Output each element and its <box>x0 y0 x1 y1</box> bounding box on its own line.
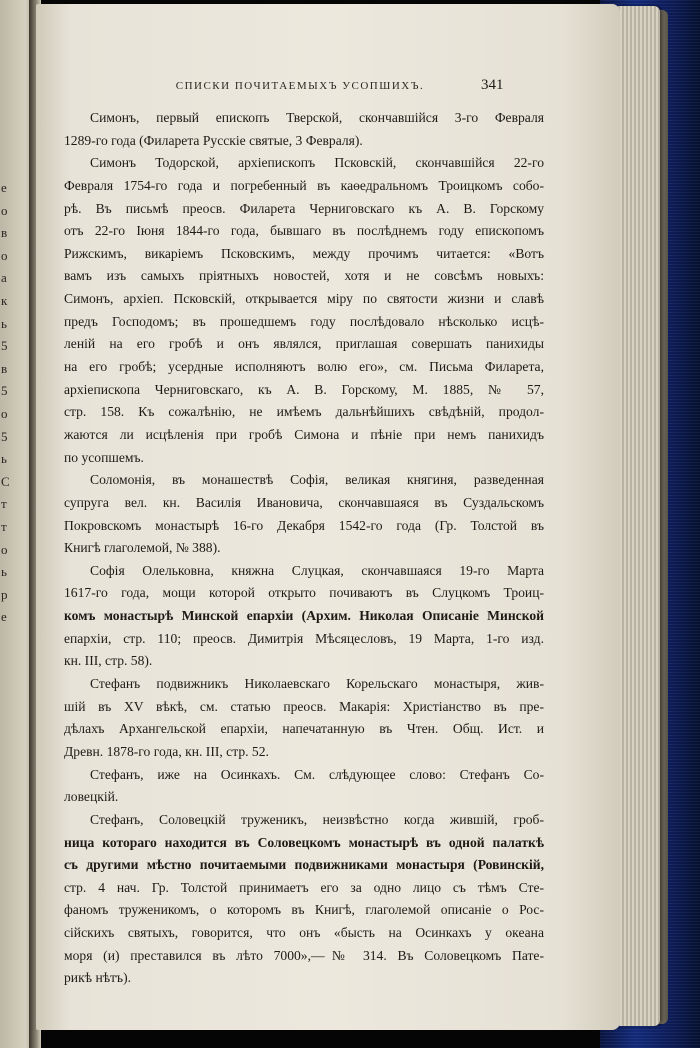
text-line: фаномъ труженикомъ, о которомъ въ Книгѣ, глаголемой описаніе о Рос- <box>64 902 544 918</box>
left-page-fragment: о <box>1 202 8 218</box>
left-page-fragment: С <box>1 473 10 489</box>
left-page-fragment: в <box>1 225 8 241</box>
text-line: Февраля 1754-го года и погребенный въ каѳедральномъ Троицкомъ собо- <box>64 177 544 193</box>
page-body-text <box>64 107 544 990</box>
text-line: рикѣ нѣтъ). <box>64 970 132 986</box>
text-line: архіепископа Черниговскаго, къ А. В. Горскому, М. 1885, № 57, <box>64 381 544 397</box>
text-line: дѣлахъ Архангельской епархіи, напечатанную въ Чтен. Общ. Ист. и <box>64 721 544 737</box>
left-page-fragment: ь <box>1 451 7 467</box>
text-line: Софія Олельковна, княжна Слуцкая, скончавшаяся 19-го Марта <box>90 562 544 578</box>
page-stack-edge <box>618 6 660 1026</box>
text-line: вамъ изъ самыхъ пріятныхъ новостей, хотя и не совсѣмъ новыхъ: <box>64 268 544 284</box>
text-line: Стефанъ, Соловецкій труженикъ, неизвѣстно когда жившій, гроб- <box>90 811 544 827</box>
text-line: комъ монастырѣ Минской епархіи (Архим. Николая Описаніе Минской <box>64 608 544 624</box>
left-page-fragment: 5 <box>1 338 8 354</box>
text-line: ница котораго находится въ Соловецкомъ монастырѣ въ одной палаткѣ <box>64 834 544 850</box>
text-line: Симонъ, первый епископъ Тверской, скончавшійся 3-го Февраля <box>90 110 544 125</box>
left-page-fragment: а <box>1 270 7 286</box>
text-line: стр. 4 нач. Гр. Толстой принимаетъ его за одно лицо съ тѣмъ Сте- <box>64 879 544 895</box>
text-line: 1617-го года, мощи которой открыто почиваютъ въ Слуцкомъ Троиц- <box>64 585 544 601</box>
text-line: ловецкій. <box>64 789 119 805</box>
text-line: Древн. 1878-го года, кн. III, стр. 52. <box>64 743 269 759</box>
page-number: 341 <box>481 77 504 93</box>
left-page-fragment: т <box>1 496 7 512</box>
left-page-fragment: 5 <box>1 428 8 444</box>
text-line: кн. III, стр. 58). <box>64 653 153 669</box>
left-page-fragment: о <box>1 541 8 557</box>
text-line: Покровскомъ монастырѣ 16-го Декабря 1542-го года (Гр. Толстой въ <box>64 517 544 533</box>
left-page-fragment: р <box>1 586 8 602</box>
text-line: отъ 22-го Іюня 1844-го года, бывшаго въ послѣднемъ году епископомъ <box>64 223 544 239</box>
left-page-fragment: е <box>1 609 7 625</box>
text-line: на его гробѣ; усердные исполняютъ волю его», см. Письма Филарета, <box>64 359 544 375</box>
left-page-fragment: в <box>1 360 8 376</box>
left-page-fragment: о <box>1 247 8 263</box>
text-line: 1289-го года (Филарета Русскіе святые, 3 Февраля). <box>64 132 363 148</box>
left-page-fragment: ь <box>1 315 7 331</box>
left-page-fragment: ь <box>1 564 7 580</box>
text-line: Стефанъ подвижникъ Николаевскаго Корельскаго монастыря, жив- <box>90 676 544 692</box>
left-page-fragment: т <box>1 519 7 534</box>
running-title: СПИСКИ ПОЧИТАЕМЫХЪ УСОПШИХЪ. <box>175 80 425 92</box>
text-line: Симонъ Тодорской, архіепископъ Псковскій, скончавшійся 22-го <box>90 155 544 171</box>
text-line: Симонъ, архіеп. Псковскій, открывается міру по святости жизни и славѣ <box>64 291 544 307</box>
text-line: сійскихъ святыхъ, говорится, что онъ «бысть на Осинкахъ у океана <box>64 925 544 941</box>
text-line: супруга вел. кн. Василія Ивановича, скончавшаяся въ Суздальскомъ <box>64 494 544 510</box>
left-page-fragment: о <box>1 406 8 421</box>
text-line: Книгѣ глаголемой, № 388). <box>64 540 221 556</box>
text-line: жаются ли исцѣленія при гробѣ Симона и пѣніе при немъ панихидъ <box>64 426 544 442</box>
text-line: Рижскимъ, викаріемъ Псковскимъ, между прочимъ читается: «Вотъ <box>64 245 544 261</box>
text-line: Стефанъ, иже на Осинкахъ. См. слѣдующее слово: Стефанъ Со- <box>90 766 544 782</box>
text-line: Соломонія, въ монашествѣ Софія, великая княгиня, разведенная <box>90 472 544 488</box>
text-line: по усопшемъ. <box>64 449 144 465</box>
text-line: моря (и) преставился въ лѣто 7000»,—№ 314. Въ Соловецкомъ Пате- <box>64 947 544 963</box>
left-page-fragment: к <box>1 293 8 308</box>
left-page-fragment: 5 <box>1 383 8 399</box>
text-line: рѣ. Въ письмѣ преосв. Филарета Черниговскаго къ А. В. Горскому <box>64 200 544 216</box>
left-page-fragment: е <box>1 180 7 195</box>
text-line: шій въ XV вѣкѣ, см. статью преосв. Макарія: Христіанство въ пре- <box>64 698 544 714</box>
text-line: съ другими мѣстно почитаемыми подвижниками монастыря (Ровинскій, <box>64 857 544 873</box>
text-line: предъ Господомъ; въ прошедшемъ году послѣдовало нѣсколько исцѣ- <box>64 313 544 329</box>
text-line: леній на его гробѣ и онъ являлся, приглашая совершать панихиды <box>64 336 544 352</box>
text-line: епархіи, стр. 110; преосв. Димитрія Мѣсяцесловъ, 19 Марта, 1-го изд. <box>64 630 544 646</box>
text-line: стр. 158. Къ сожалѣнію, не имѣемъ дальнѣйшихъ свѣдѣній, продол- <box>64 404 544 420</box>
